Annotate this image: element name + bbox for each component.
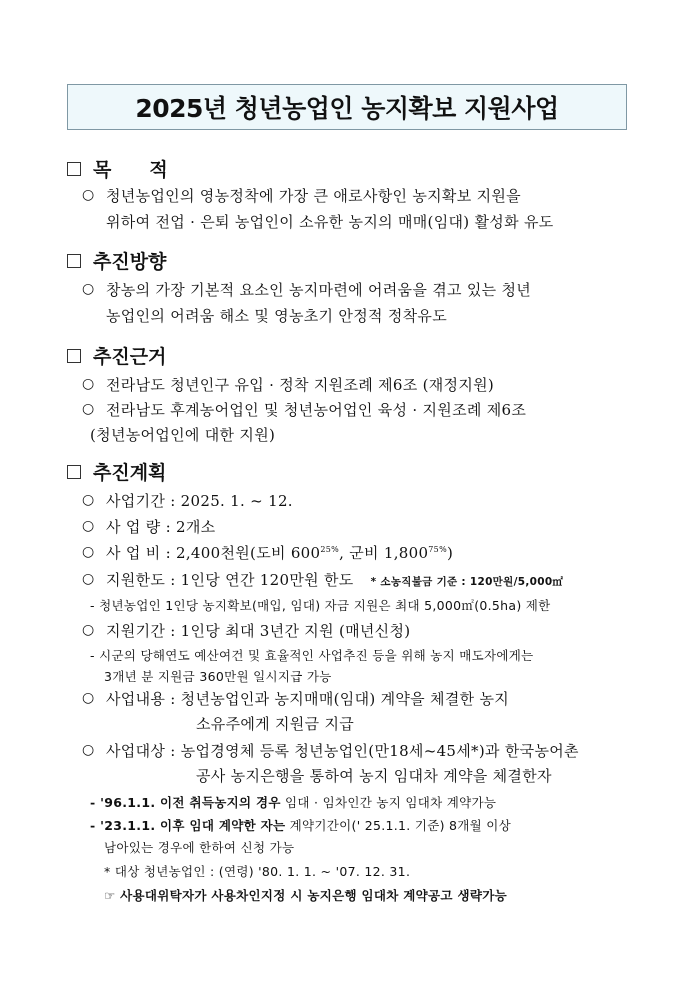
bullet-circle-icon: ○: [82, 544, 95, 560]
direction-line-2: 농업인의 어려움 해소 및 영농초기 안정적 정착유도: [106, 307, 448, 325]
plan-budget: 사 업 비 : 2,400천원(도비 $600^{25\%}$, 군비 $1,800^{75\%}$): [106, 544, 454, 562]
bullet-circle-icon: ○: [82, 492, 95, 508]
target-dash-1: - '96.1.1. 이전 취득농지의 경우 임대 · 임차인간 농지 임대차 계약가능: [90, 795, 497, 810]
basis-line-2: 전라남도 후계농어업인 및 청년농어업인 육성 · 지원조례 제6조: [106, 401, 527, 419]
limit-note: * 소농직불금 기준 : 120만원/5,000㎡: [370, 576, 564, 588]
plan-period: 사업기간 : 2025. 1. ~ 12.: [106, 492, 293, 510]
plan-content: 사업내용 : 청년농업인과 농지매매(임대) 계약을 체결한 농지: [106, 690, 510, 708]
bullet-circle-icon: ○: [82, 622, 95, 638]
section-heading-purpose: 목 적: [67, 155, 168, 182]
purpose-line-1: 청년농업인의 영농정착에 가장 큰 애로사항인 농지확보 지원을: [106, 187, 521, 205]
hand-pointer-note: ☞ 사용대위탁자가 사용차인지정 시 농지은행 임대차 계약공고 생략가능: [104, 888, 507, 903]
support-dash-line-2: 3개년 분 지원금 360만원 일시지급 가능: [104, 669, 332, 684]
checkbox-square-icon: [67, 254, 81, 268]
plan-content-line-2: 소유주에게 지원금 지급: [196, 715, 355, 733]
title-box: [67, 84, 627, 130]
plan-quantity: 사 업 량 : 2개소: [106, 518, 216, 536]
plan-target-line-2: 공사 농지은행을 통하여 농지 임대차 계약을 체결한자: [196, 767, 552, 785]
bullet-circle-icon: ○: [82, 187, 95, 203]
checkbox-square-icon: [67, 465, 81, 479]
basis-line-3: (청년농어업인에 대한 지원): [90, 426, 276, 444]
target-dash-2: - '23.1.1. 이후 임대 계약한 자는 계약기간이(' 25.1.1. 기준) 8개월 이상: [90, 818, 512, 833]
bullet-circle-icon: ○: [82, 690, 95, 706]
direction-line-1: 창농의 가장 기본적 요소인 농지마련에 어려움을 겪고 있는 청년: [106, 281, 532, 299]
section-heading-basis: 추진근거: [67, 342, 166, 369]
section-heading-plan: 추진계획: [67, 458, 166, 485]
purpose-line-2: 위하여 전업 · 은퇴 농업인이 소유한 농지의 매매(임대) 활성화 유도: [106, 213, 554, 231]
target-dash-2-cont: 남아있는 경우에 한하여 신청 가능: [104, 840, 295, 855]
checkbox-square-icon: [67, 162, 81, 176]
basis-line-1: 전라남도 청년인구 유입 · 정착 지원조례 제6조 (재정지원): [106, 376, 495, 394]
bullet-circle-icon: ○: [82, 401, 95, 417]
bullet-circle-icon: ○: [82, 376, 95, 392]
plan-target: 사업대상 : 농업경영체 등록 청년농업인(만18세~45세*)과 한국농어촌: [106, 742, 579, 760]
age-note: * 대상 청년농업인 : (연령) '80. 1. 1. ~ '07. 12. 31.: [104, 864, 411, 879]
page-title: 2025년 청년농업인 농지확보 지원사업: [135, 94, 559, 123]
plan-limit: 지원한도 : 1인당 연간 120만원 한도 * 소농직불금 기준 : 120만원/5,000㎡: [106, 571, 564, 589]
limit-dash-note: - 청년농업인 1인당 농지확보(매입, 임대) 자금 지원은 최대 5,000㎡(0.5ha) 제한: [90, 598, 551, 613]
bullet-circle-icon: ○: [82, 518, 95, 534]
bullet-circle-icon: ○: [82, 742, 95, 758]
support-dash-line-1: - 시군의 당해연도 예산여건 및 효율적인 사업추진 등을 위해 농지 매도자에게는: [90, 648, 534, 663]
checkbox-square-icon: [67, 349, 81, 363]
bullet-circle-icon: ○: [82, 281, 95, 297]
bullet-circle-icon: ○: [82, 571, 95, 587]
section-heading-direction: 추진방향: [67, 247, 166, 274]
plan-support-period: 지원기간 : 1인당 최대 3년간 지원 (매년신청): [106, 622, 411, 640]
